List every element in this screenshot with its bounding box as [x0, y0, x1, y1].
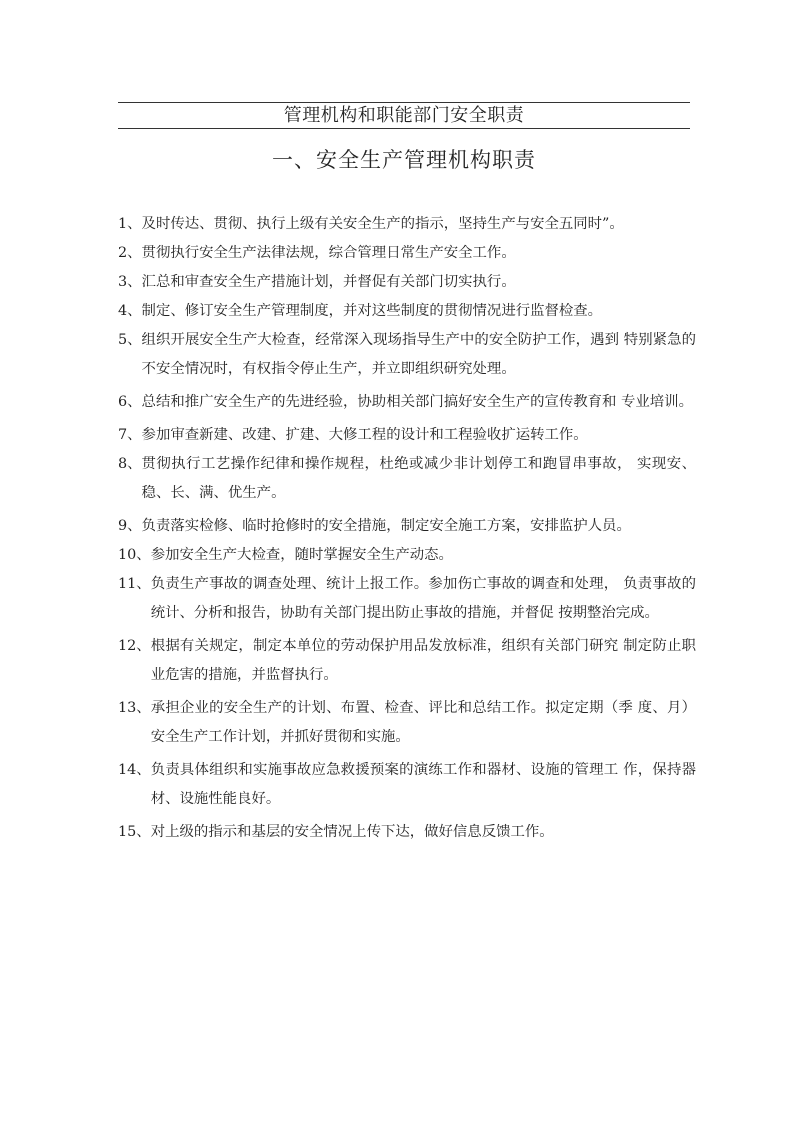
list-item: [118, 268, 696, 297]
item-number: 12、: [118, 638, 151, 654]
list-item: [118, 297, 696, 326]
list-item: [118, 570, 696, 628]
item-number: 6、: [118, 394, 142, 410]
list-item: [118, 818, 696, 847]
list-item: [118, 756, 696, 814]
item-number: 5、: [118, 332, 142, 348]
header-title: 管理机构和职能部门安全职责: [283, 105, 525, 126]
item-number: 2、: [118, 245, 142, 261]
item-number: 15、: [118, 824, 151, 840]
item-number: 9、: [118, 518, 142, 534]
item-text: 贯彻执行工艺操作纪律和操作规程，杜绝或减少非计划停工和跑冒串事故， 实现安、稳、长、满、优生产。: [141, 456, 696, 501]
list-item: [118, 512, 696, 541]
item-number: 1、: [118, 216, 142, 232]
item-text: 负责生产事故的调查处理、统计上报工作。参加伤亡事故的调查和处理， 负责事故的统计、分析和报告，协助有关部门提出防止事故的措施，并督促 按期整治完成。: [150, 576, 696, 621]
header-bottom-rule: [118, 128, 690, 129]
list-item: [118, 388, 696, 417]
list-item: [118, 694, 696, 752]
item-text: 参加审查新建、改建、扩建、大修工程的设计和工程验收扩运转工作。: [141, 427, 588, 443]
item-text: 总结和推广安全生产的先进经验，协助相关部门搞好安全生产的宣传教育和 专业培训。: [141, 394, 693, 410]
header-top-rule: [118, 102, 690, 103]
item-number: 3、: [118, 274, 142, 290]
list-item: [118, 210, 696, 239]
list-item: [118, 421, 696, 450]
list-item: [118, 450, 696, 508]
list-item: [118, 239, 696, 268]
item-text: 汇总和审查安全生产措施计划，并督促有关部门切实执行。: [141, 274, 516, 290]
list-item: [118, 541, 696, 570]
item-number: 14、: [118, 762, 151, 778]
item-number: 11、: [118, 576, 151, 592]
item-text: 贯彻执行安全生产法律法规，综合管理日常生产安全工作。: [141, 245, 516, 261]
item-number: 4、: [118, 303, 142, 319]
item-text: 负责具体组织和实施事故应急救援预案的演练工作和器材、设施的管理工 作，保持器材、设施性能良好。: [150, 762, 696, 807]
item-text: 及时传达、贯彻、执行上级有关安全生产的指示，坚持生产与安全五同时”。: [141, 216, 624, 232]
section-title: 一、安全生产管理机构职责: [272, 148, 536, 172]
item-text: 负责落实检修、临时抢修时的安全措施，制定安全施工方案，安排监护人员。: [141, 518, 631, 534]
responsibility-list: [118, 210, 696, 847]
item-number: 8、: [118, 456, 142, 472]
list-item: [118, 326, 696, 384]
item-text: 对上级的指示和基层的安全情况上传下达，做好信息反馈工作。: [150, 824, 554, 840]
item-text: 组织开展安全生产大检查，经常深入现场指导生产中的安全防护工作，遇到 特别紧急的不安全情况时，有权指令停止生产，并立即组织研究处理。: [141, 332, 696, 377]
item-text: 参加安全生产大检查，随时掌握安全生产动态。: [150, 547, 453, 563]
item-text: 根据有关规定，制定本单位的劳动保护用品发放标准，组织有关部门研究 制定防止职业危害的措施，并监督执行。: [150, 638, 696, 683]
item-text: 制定、修订安全生产管理制度，并对这些制度的贯彻情况进行监督检查。: [141, 303, 603, 319]
item-text: 承担企业的安全生产的计划、布置、检查、评比和总结工作。拟定定期（季 度、月）安全生产工作计划，并抓好贯彻和实施。: [150, 700, 696, 745]
item-number: 7、: [118, 427, 142, 443]
item-number: 13、: [118, 700, 151, 716]
list-item: [118, 632, 696, 690]
item-number: 10、: [118, 547, 151, 563]
